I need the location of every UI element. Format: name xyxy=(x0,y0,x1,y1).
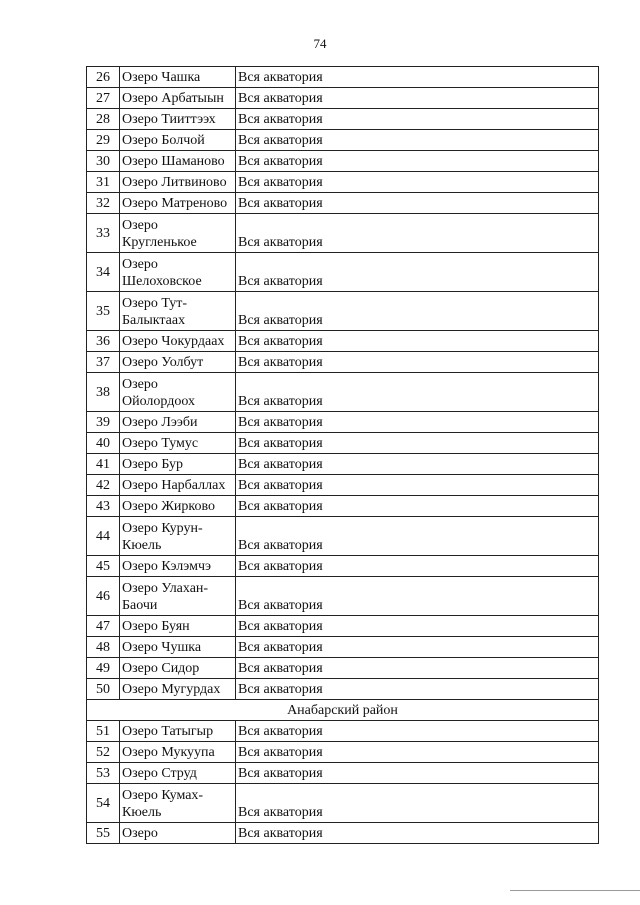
row-number: 46 xyxy=(87,577,120,616)
protected-area: Вся акватория xyxy=(236,577,599,616)
protected-area: Вся акватория xyxy=(236,763,599,784)
row-number: 43 xyxy=(87,496,120,517)
row-number: 31 xyxy=(87,172,120,193)
scan-edge-mark xyxy=(510,890,640,891)
protected-area: Вся акватория xyxy=(236,88,599,109)
table-row xyxy=(87,433,599,454)
lake-name: Озеро Болчой xyxy=(120,130,236,151)
protected-area: Вся акватория xyxy=(236,616,599,637)
page-number: 74 xyxy=(313,36,327,51)
protected-area: Вся акватория xyxy=(236,679,599,700)
row-number: 47 xyxy=(87,616,120,637)
protected-area: Вся акватория xyxy=(236,193,599,214)
lake-name: Озеро Тумус xyxy=(120,433,236,454)
row-number: 27 xyxy=(87,88,120,109)
row-number: 40 xyxy=(87,433,120,454)
row-number: 34 xyxy=(87,253,120,292)
lake-name: Озеро Буян xyxy=(120,616,236,637)
lake-name: Озеро Сидор xyxy=(120,658,236,679)
protected-area: Вся акватория xyxy=(236,373,599,412)
table-row xyxy=(87,253,599,292)
lake-name: Озеро Арбатыын xyxy=(120,88,236,109)
protected-area: Вся акватория xyxy=(236,352,599,373)
row-number: 49 xyxy=(87,658,120,679)
protected-area: Вся акватория xyxy=(236,253,599,292)
row-number: 44 xyxy=(87,517,120,556)
table-row xyxy=(87,637,599,658)
lake-name: Озеро Чашка xyxy=(120,67,236,88)
protected-area: Вся акватория xyxy=(236,109,599,130)
table-row xyxy=(87,658,599,679)
row-number: 42 xyxy=(87,475,120,496)
table-row xyxy=(87,577,599,616)
table-row xyxy=(87,517,599,556)
table-row xyxy=(87,742,599,763)
row-number: 53 xyxy=(87,763,120,784)
protected-area: Вся акватория xyxy=(236,331,599,352)
table-row xyxy=(87,823,599,844)
protected-area: Вся акватория xyxy=(236,292,599,331)
district-header-row xyxy=(87,700,599,721)
protected-area: Вся акватория xyxy=(236,130,599,151)
table-row xyxy=(87,109,599,130)
table-row xyxy=(87,214,599,253)
water-bodies-table xyxy=(86,66,599,844)
row-number: 33 xyxy=(87,214,120,253)
lake-name: Озеро Шаманово xyxy=(120,151,236,172)
table-row xyxy=(87,496,599,517)
table-row xyxy=(87,454,599,475)
table-row xyxy=(87,475,599,496)
lake-name: Озеро Тут-Балыктаах xyxy=(120,292,236,331)
protected-area: Вся акватория xyxy=(236,454,599,475)
row-number: 39 xyxy=(87,412,120,433)
protected-area: Вся акватория xyxy=(236,67,599,88)
table-row xyxy=(87,784,599,823)
protected-area: Вся акватория xyxy=(236,517,599,556)
table-row xyxy=(87,556,599,577)
lake-name: Озеро Лээби xyxy=(120,412,236,433)
table-row xyxy=(87,67,599,88)
lake-name: Озеро Улахан-Баочи xyxy=(120,577,236,616)
lake-name: Озеро Шелоховское xyxy=(120,253,236,292)
table-body xyxy=(87,67,599,844)
lake-name: Озеро Чокурдаах xyxy=(120,331,236,352)
table-row xyxy=(87,292,599,331)
row-number: 30 xyxy=(87,151,120,172)
lake-name: Озеро Курун-Кюель xyxy=(120,517,236,556)
lake-name: Озеро Уолбут xyxy=(120,352,236,373)
protected-area: Вся акватория xyxy=(236,151,599,172)
row-number: 38 xyxy=(87,373,120,412)
row-number: 55 xyxy=(87,823,120,844)
table-row xyxy=(87,373,599,412)
protected-area: Вся акватория xyxy=(236,433,599,454)
lake-name: Озеро Кумах-Кюель xyxy=(120,784,236,823)
row-number: 54 xyxy=(87,784,120,823)
lake-name: Озеро Мугурдах xyxy=(120,679,236,700)
row-number: 36 xyxy=(87,331,120,352)
table-row xyxy=(87,88,599,109)
lake-name: Озеро Нарбаллах xyxy=(120,475,236,496)
lake-name: Озеро Литвиново xyxy=(120,172,236,193)
lake-name: Озеро xyxy=(120,823,236,844)
lake-name: Озеро Мукуупа xyxy=(120,742,236,763)
table-row xyxy=(87,679,599,700)
protected-area: Вся акватория xyxy=(236,742,599,763)
protected-area: Вся акватория xyxy=(236,412,599,433)
table-row xyxy=(87,331,599,352)
table-row xyxy=(87,151,599,172)
table-row xyxy=(87,172,599,193)
lake-name: Озеро Татыгыр xyxy=(120,721,236,742)
protected-area: Вся акватория xyxy=(236,475,599,496)
row-number: 51 xyxy=(87,721,120,742)
protected-area: Вся акватория xyxy=(236,637,599,658)
row-number: 41 xyxy=(87,454,120,475)
table-row xyxy=(87,616,599,637)
table-row xyxy=(87,130,599,151)
protected-area: Вся акватория xyxy=(236,556,599,577)
protected-area: Вся акватория xyxy=(236,823,599,844)
row-number: 32 xyxy=(87,193,120,214)
protected-area: Вся акватория xyxy=(236,721,599,742)
table-row xyxy=(87,763,599,784)
protected-area: Вся акватория xyxy=(236,496,599,517)
table-row xyxy=(87,721,599,742)
lake-name: Озеро Бур xyxy=(120,454,236,475)
table-row xyxy=(87,352,599,373)
row-number: 26 xyxy=(87,67,120,88)
lake-name: Озеро Ойолордоох xyxy=(120,373,236,412)
protected-area: Вся акватория xyxy=(236,172,599,193)
row-number: 28 xyxy=(87,109,120,130)
district-name: Анабарский район xyxy=(87,700,599,721)
protected-area: Вся акватория xyxy=(236,214,599,253)
protected-area: Вся акватория xyxy=(236,784,599,823)
lake-name: Озеро Кэлэмчэ xyxy=(120,556,236,577)
row-number: 29 xyxy=(87,130,120,151)
row-number: 50 xyxy=(87,679,120,700)
lake-name: Озеро Матреново xyxy=(120,193,236,214)
row-number: 52 xyxy=(87,742,120,763)
table-row xyxy=(87,193,599,214)
row-number: 37 xyxy=(87,352,120,373)
lake-name: Озеро Чушка xyxy=(120,637,236,658)
row-number: 48 xyxy=(87,637,120,658)
row-number: 35 xyxy=(87,292,120,331)
lake-name: Озеро Струд xyxy=(120,763,236,784)
table-row xyxy=(87,412,599,433)
protected-area: Вся акватория xyxy=(236,658,599,679)
lake-name: Озеро Кругленькое xyxy=(120,214,236,253)
lake-name: Озеро Жирково xyxy=(120,496,236,517)
row-number: 45 xyxy=(87,556,120,577)
lake-name: Озеро Тииттээх xyxy=(120,109,236,130)
